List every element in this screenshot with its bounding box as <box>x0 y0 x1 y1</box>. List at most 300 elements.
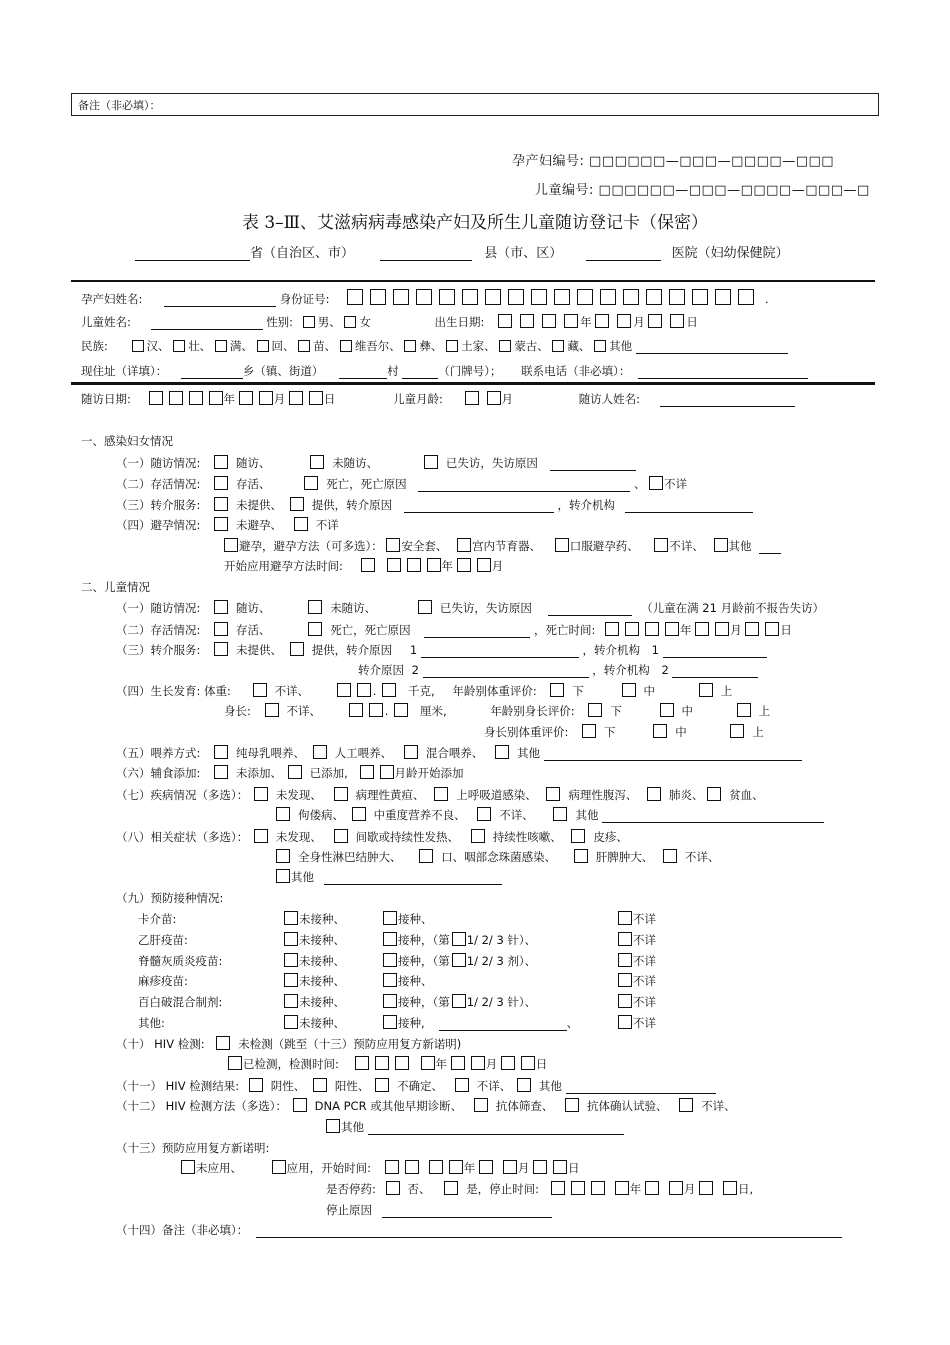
symptom-rash-checkbox[interactable] <box>571 829 585 843</box>
s1-start-month-boxes[interactable] <box>457 559 492 573</box>
visitor-field[interactable] <box>660 392 795 407</box>
id-digit-box[interactable] <box>370 289 386 305</box>
id-digit-box[interactable] <box>554 289 570 305</box>
vaccine-given-checkbox[interactable] <box>383 911 397 925</box>
id-digit-box[interactable] <box>646 289 662 305</box>
s1-start-year-boxes[interactable] <box>361 559 442 573</box>
option-label: 不详 <box>633 974 656 989</box>
s2-followup-yes-checkbox[interactable] <box>214 600 228 614</box>
vaccine-not-given-checkbox[interactable] <box>284 911 298 925</box>
option-label: 不详 <box>664 477 688 491</box>
wt-eval-mid-checkbox[interactable] <box>622 683 636 697</box>
hiv-result-unknown-checkbox[interactable] <box>455 1078 469 1092</box>
option-label: 上呼吸道感染、 <box>456 788 537 802</box>
option-label: 其他 <box>575 808 599 822</box>
page-title: 表 3–Ⅲ、艾滋病病毒感染产妇及所生儿童随访登记卡（保密） <box>241 213 709 233</box>
vaccine-unknown-checkbox[interactable] <box>618 1015 632 1029</box>
hiv-indeterminate-checkbox[interactable] <box>375 1078 389 1092</box>
s1-pill-checkbox[interactable] <box>555 538 569 552</box>
male-label: 男、 <box>317 315 341 329</box>
vaccine-name: 卡介苗: <box>138 912 177 926</box>
s2-referral-yes-checkbox[interactable] <box>290 642 304 656</box>
vaccine-given-checkbox[interactable] <box>383 973 397 987</box>
id-digit-box[interactable] <box>439 289 455 305</box>
index-label: 1 <box>409 643 418 657</box>
comp-month-boxes[interactable] <box>360 766 395 780</box>
date-unit: 年 <box>441 559 454 573</box>
sex-label: 性别: <box>266 315 294 329</box>
s1-referral-org-field[interactable] <box>625 498 753 513</box>
weight-decimal-box[interactable] <box>382 683 396 697</box>
wfh-eval-low-checkbox[interactable] <box>582 724 596 738</box>
male-checkbox[interactable] <box>303 316 315 328</box>
id-digit-box[interactable] <box>715 289 731 305</box>
hiv-positive-checkbox[interactable] <box>313 1078 327 1092</box>
birth-label: 出生日期: <box>434 315 485 329</box>
method-other-checkbox[interactable] <box>326 1119 340 1133</box>
option-label: 安全套、 <box>401 539 448 553</box>
s1-contraception-row <box>116 517 339 533</box>
s2-vaccine-title: （九）预防接种情况: <box>116 891 224 905</box>
s2-death-year-boxes[interactable] <box>605 623 680 637</box>
visit-year-boxes[interactable] <box>149 392 224 406</box>
option-label: 死亡，死亡原因 <box>326 477 407 491</box>
s2-hiv-test-label: （十） HIV 检测: <box>116 1037 205 1051</box>
s1-followup-no-checkbox[interactable] <box>310 455 324 469</box>
s1-lost-reason-field[interactable] <box>550 456 636 471</box>
s2-alive-checkbox[interactable] <box>214 622 228 636</box>
method-pcr-checkbox[interactable] <box>293 1098 307 1112</box>
option-label: 间歇或持续性发热、 <box>355 830 460 844</box>
s1-method-unknown-checkbox[interactable] <box>654 538 668 552</box>
symptom-lymph-checkbox[interactable] <box>276 849 290 863</box>
eth-option: 壮、 <box>188 339 212 353</box>
hospital-field[interactable] <box>586 246 661 261</box>
s1-followup-yes-checkbox[interactable] <box>214 455 228 469</box>
child-age-unit: 月 <box>501 392 514 406</box>
symptom-cough-checkbox[interactable] <box>471 829 485 843</box>
s2-referral-row2 <box>358 662 758 678</box>
id-digit-box[interactable] <box>508 289 524 305</box>
child-name-field[interactable] <box>151 315 263 330</box>
vaccine-unknown-checkbox[interactable] <box>618 932 632 946</box>
eval-label: 年龄别身长评价: <box>490 704 575 718</box>
village-field[interactable] <box>339 364 387 379</box>
option-label: 接种，（第 <box>398 995 450 1010</box>
hiv-test-month-boxes[interactable] <box>451 1057 486 1071</box>
wfh-eval-high-checkbox[interactable] <box>730 724 744 738</box>
hiv-result-other-checkbox[interactable] <box>517 1078 531 1092</box>
female-checkbox[interactable] <box>344 316 356 328</box>
mother-code-boxes[interactable]: □□□□□□—□□□—□□□□—□□□ <box>589 154 835 169</box>
feeding-other-checkbox[interactable] <box>495 745 509 759</box>
vaccine-not-given-checkbox[interactable] <box>284 932 298 946</box>
address-label: 现住址（详填）： <box>81 364 168 378</box>
method-confirm-checkbox[interactable] <box>565 1098 579 1112</box>
province-label: 省（自治区、市） <box>250 246 355 261</box>
disease-jaundice-checkbox[interactable] <box>334 787 348 801</box>
vaccine-given-checkbox[interactable] <box>383 1015 397 1029</box>
symptom-candida-checkbox[interactable] <box>419 849 433 863</box>
s2-symptom-row2 <box>276 849 719 865</box>
option-label: 未提供、 <box>236 498 283 512</box>
s2-feeding-label: （五）喂养方式: <box>116 746 201 760</box>
vaccine-not-given-checkbox[interactable] <box>284 973 298 987</box>
wt-eval-low-checkbox[interactable] <box>550 683 564 697</box>
s1-death-reason-field[interactable] <box>418 477 630 492</box>
smz-start-month-boxes[interactable] <box>479 1161 518 1175</box>
s2-referral-org2-field[interactable] <box>672 663 758 678</box>
vaccine-unknown-checkbox[interactable] <box>618 953 632 967</box>
s2-survival-row <box>116 622 792 638</box>
mother-name-label: 孕产妇姓名: <box>81 292 143 306</box>
wfh-eval-mid-checkbox[interactable] <box>653 724 667 738</box>
decimal-dot: . <box>372 684 377 698</box>
s2-smz-row <box>181 1160 580 1176</box>
s1-referral-reason-field[interactable] <box>404 498 554 513</box>
disease-diarrhea-checkbox[interactable] <box>546 787 560 801</box>
option-label: 口服避孕药、 <box>569 539 639 553</box>
id-digit-box[interactable] <box>623 289 639 305</box>
id-digit-box[interactable] <box>393 289 409 305</box>
visit-day-label: 日 <box>323 392 336 406</box>
method-screening-checkbox[interactable] <box>474 1098 488 1112</box>
birth-month-boxes[interactable] <box>595 315 633 329</box>
option-label: 未发现、 <box>275 830 322 844</box>
option-label: 下 <box>572 684 584 698</box>
s2-wfh-row <box>484 724 764 740</box>
dose-1-checkbox[interactable] <box>452 932 466 946</box>
disease-malnutrition-checkbox[interactable] <box>352 807 366 821</box>
option-label: 其他 <box>341 1120 364 1134</box>
option-label: 不详、 <box>476 1079 512 1093</box>
feeding-other-field[interactable] <box>544 746 802 761</box>
option-label: 存活、 <box>236 477 271 491</box>
eth-han-checkbox[interactable] <box>132 340 144 352</box>
date-unit: 月 <box>683 1182 696 1196</box>
eth-option: 彝、 <box>419 339 443 353</box>
vaccine-not-given-checkbox[interactable] <box>284 994 298 1008</box>
id-digit-box[interactable] <box>600 289 616 305</box>
child-code-label: 儿童编号: <box>535 183 594 198</box>
s1-referral-row <box>116 497 753 513</box>
hiv-result-other-field[interactable] <box>566 1079 716 1094</box>
eth-mongol-checkbox[interactable] <box>499 340 511 352</box>
vaccine-unknown-checkbox[interactable] <box>618 973 632 987</box>
disease-none-checkbox[interactable] <box>254 787 268 801</box>
child-code-boxes[interactable]: □□□□□□—□□□—□□□□—□□□—□ <box>598 183 870 198</box>
option-label: 不详 <box>633 953 656 968</box>
id-digit-box[interactable] <box>531 289 547 305</box>
eth-tujia-checkbox[interactable] <box>446 340 458 352</box>
s1-referral-yes-checkbox[interactable] <box>290 497 304 511</box>
option-label: 应用，开始时间: <box>286 1161 372 1175</box>
eth-zhuang-checkbox[interactable] <box>173 340 185 352</box>
weight-unknown-checkbox[interactable] <box>253 683 267 697</box>
s2-referral-reason1-field[interactable] <box>421 643 579 658</box>
vaccine-row <box>138 932 656 948</box>
option-label: 人工喂养、 <box>334 746 393 760</box>
s2-hiv-test-row <box>116 1036 461 1052</box>
smz-stop-reason-field[interactable] <box>382 1203 552 1218</box>
birth-year-boxes[interactable] <box>498 315 580 329</box>
eth-uyghur-checkbox[interactable] <box>340 340 352 352</box>
id-digit-box[interactable] <box>669 289 685 305</box>
vaccine-dose-text: 1/ 2/ 3 剂）、 <box>466 953 537 968</box>
option-label: 随访、 <box>236 456 271 470</box>
date-unit: 月 <box>491 559 504 573</box>
option-label: ，转介机构 <box>592 663 650 677</box>
smz-start-day-boxes[interactable] <box>533 1161 568 1175</box>
vaccine-given-checkbox[interactable] <box>383 932 397 946</box>
vaccine-unknown-checkbox[interactable] <box>618 911 632 925</box>
date-unit: 日, <box>738 1182 754 1196</box>
id-digit-box[interactable] <box>738 289 754 305</box>
date-unit: 年 <box>463 1161 476 1175</box>
birth-day-boxes[interactable] <box>648 315 686 329</box>
option-label: 抗体确认试验、 <box>587 1099 668 1113</box>
s1-contraception-yes-checkbox[interactable] <box>224 538 238 552</box>
phone-label: 联系电话（非必填）： <box>521 364 631 378</box>
smz-stop-year-boxes[interactable] <box>551 1182 630 1196</box>
s1-contraception-start-row <box>224 558 503 574</box>
note-text: （儿童在满 21 月龄前不报告失访） <box>641 601 825 615</box>
vaccine-not-given-checkbox[interactable] <box>284 953 298 967</box>
vaccine-other-field[interactable] <box>439 1016 567 1031</box>
eth-miao-checkbox[interactable] <box>298 340 310 352</box>
s1-survival-row <box>116 476 687 492</box>
disease-pneumonia-checkbox[interactable] <box>647 787 661 801</box>
option-label: 转介原因 <box>358 663 404 677</box>
s1-dead-checkbox[interactable] <box>304 476 318 490</box>
remark-label: （十四）备注（非必填）： <box>116 1223 249 1237</box>
hiv-test-year-boxes[interactable] <box>355 1057 436 1071</box>
option-label: 未提供、 <box>236 643 283 657</box>
feeding-mixed-checkbox[interactable] <box>404 745 418 759</box>
option-label: 未应用、 <box>196 1161 242 1175</box>
wt-eval-high-checkbox[interactable] <box>699 683 713 697</box>
s2-referral-no-checkbox[interactable] <box>214 642 228 656</box>
disease-unknown-checkbox[interactable] <box>477 807 491 821</box>
ht-eval-low-checkbox[interactable] <box>588 703 602 717</box>
visit-row <box>81 391 795 407</box>
s2-lost-reason-field[interactable] <box>548 601 632 616</box>
child-name-label: 儿童姓名: <box>81 315 131 329</box>
option-label: 上 <box>720 684 733 698</box>
village-label: 村 <box>387 364 399 378</box>
option-label: 不详 <box>633 1016 656 1030</box>
eth-option: 蒙古、 <box>514 339 549 353</box>
s2-referral-label: （三）转介服务: <box>116 643 201 657</box>
eth-tibetan-checkbox[interactable] <box>552 340 564 352</box>
option-label: ，转介机构 <box>557 498 615 512</box>
section2-title: 二、儿童情况 <box>81 580 150 594</box>
disease-rickets-checkbox[interactable] <box>276 807 290 821</box>
eth-option: 藏、 <box>567 339 591 353</box>
s2-weight-row <box>116 683 732 699</box>
vaccine-not-given-checkbox[interactable] <box>284 1015 298 1029</box>
eth-other-field[interactable] <box>636 339 788 354</box>
smz-stop-month-boxes[interactable] <box>645 1182 684 1196</box>
ht-eval-mid-checkbox[interactable] <box>660 703 674 717</box>
option-label: 已失访，失访原因 <box>439 601 532 615</box>
option-label: 提供，转介原因 <box>311 643 393 657</box>
visit-month-boxes[interactable] <box>239 392 274 406</box>
birth-month-label: 月 <box>633 315 645 329</box>
vaccine-row <box>138 911 656 927</box>
dose-1-checkbox[interactable] <box>452 953 466 967</box>
eth-man-checkbox[interactable] <box>215 340 227 352</box>
eth-option: 苗、 <box>313 339 337 353</box>
top-note-box[interactable] <box>71 93 879 116</box>
province-field[interactable] <box>135 246 250 261</box>
hiv-negative-checkbox[interactable] <box>249 1078 263 1092</box>
hiv-not-tested-checkbox[interactable] <box>216 1036 230 1050</box>
option-label: 未接种、 <box>299 1016 345 1030</box>
town-field[interactable] <box>181 364 243 379</box>
option-label: 未添加、 <box>236 766 283 780</box>
symptom-hepatosplenomegaly-checkbox[interactable] <box>574 849 588 863</box>
vaccine-given-checkbox[interactable] <box>383 994 397 1008</box>
smz-start-year-boxes[interactable] <box>385 1161 464 1175</box>
eth-other-checkbox[interactable] <box>594 340 606 352</box>
option-label: ，死亡时间: <box>534 623 596 637</box>
disease-anemia-checkbox[interactable] <box>707 787 721 801</box>
option-label: 未随访、 <box>330 601 377 615</box>
id-digit-box[interactable] <box>692 289 708 305</box>
s1-contraception-unknown-checkbox[interactable] <box>294 517 308 531</box>
eth-option: 维吾尔、 <box>354 339 401 353</box>
option-label: 抗体筛查、 <box>495 1099 554 1113</box>
option-label: 未接种、 <box>299 932 345 947</box>
option-label: 病理性腹泻、 <box>568 788 638 802</box>
s2-followup-no-checkbox[interactable] <box>308 600 322 614</box>
method-unknown-checkbox[interactable] <box>679 1098 693 1112</box>
s1-iud-checkbox[interactable] <box>457 538 471 552</box>
child-name-row <box>81 314 698 330</box>
height-label: 身长: <box>224 704 251 718</box>
eth-option: 满、 <box>229 339 253 353</box>
id-digit-box[interactable] <box>462 289 478 305</box>
comp-added-checkbox[interactable] <box>288 765 302 779</box>
hiv-tested-checkbox[interactable] <box>228 1056 242 1070</box>
height-decimal-box[interactable] <box>394 703 408 717</box>
smz-stop-yes-checkbox[interactable] <box>444 1181 458 1195</box>
id-card-boxes[interactable] <box>347 292 761 306</box>
height-unknown-checkbox[interactable] <box>265 703 279 717</box>
disease-uri-checkbox[interactable] <box>434 787 448 801</box>
s2-complementary-label: （六）辅食添加: <box>116 766 201 780</box>
option-label: 未接种、 <box>299 953 345 968</box>
s1-referral-label: （三）转介服务: <box>116 498 201 512</box>
eth-hui-checkbox[interactable] <box>257 340 269 352</box>
s2-referral-reason2-field[interactable] <box>423 663 589 678</box>
s2-dead-checkbox[interactable] <box>308 622 322 636</box>
vaccine-unknown-checkbox[interactable] <box>618 994 632 1008</box>
vaccine-name: 乙肝疫苗: <box>138 932 188 947</box>
id-digit-box[interactable] <box>416 289 432 305</box>
vaccine-sep: 、 <box>566 1016 579 1030</box>
s2-death-day-boxes[interactable] <box>745 623 780 637</box>
eth-yi-checkbox[interactable] <box>404 340 416 352</box>
region-line <box>135 242 789 261</box>
id-digit-box[interactable] <box>347 289 363 305</box>
id-digit-box[interactable] <box>577 289 593 305</box>
smz-stop-day-boxes[interactable] <box>699 1182 738 1196</box>
s1-method-other-checkbox[interactable] <box>714 538 728 552</box>
s1-condom-checkbox[interactable] <box>386 538 400 552</box>
visit-day-boxes[interactable] <box>289 392 324 406</box>
phone-field[interactable] <box>638 364 808 379</box>
s1-alive-checkbox[interactable] <box>214 476 228 490</box>
dose-1-checkbox[interactable] <box>452 994 466 1008</box>
option-label: 上 <box>758 704 771 718</box>
hiv-test-day-boxes[interactable] <box>501 1057 536 1071</box>
option-label: 不详 <box>633 932 656 947</box>
s1-referral-no-checkbox[interactable] <box>214 497 228 511</box>
symptom-other-checkbox[interactable] <box>276 869 290 883</box>
county-field[interactable] <box>380 246 472 261</box>
option-label: 中 <box>681 704 693 718</box>
mother-name-row <box>81 289 769 307</box>
comp-none-checkbox[interactable] <box>214 765 228 779</box>
remark-field[interactable] <box>256 1223 842 1238</box>
method-other-field[interactable] <box>368 1120 624 1135</box>
height-boxes[interactable] <box>349 704 385 718</box>
eth-option: 汉、 <box>146 339 170 353</box>
option-label: 不详 <box>633 995 656 1010</box>
ht-eval-high-checkbox[interactable] <box>737 703 751 717</box>
disease-other-field[interactable] <box>602 808 824 823</box>
s1-lost-checkbox[interactable] <box>424 455 438 469</box>
weight-boxes[interactable] <box>337 684 373 698</box>
s2-death-reason-field[interactable] <box>424 623 530 638</box>
date-unit: 年 <box>629 1182 642 1196</box>
s1-method-other-field[interactable] <box>759 539 781 554</box>
smz-stop-no-checkbox[interactable] <box>386 1181 400 1195</box>
symptom-unknown-checkbox[interactable] <box>663 849 677 863</box>
s1-no-contraception-checkbox[interactable] <box>214 517 228 531</box>
smz-not-used-checkbox[interactable] <box>181 1160 195 1174</box>
s1-survival-unknown-checkbox[interactable] <box>649 476 663 490</box>
option-label: 不详、 <box>684 850 720 864</box>
unit-label: 厘米, <box>420 704 447 718</box>
s2-lost-checkbox[interactable] <box>418 600 432 614</box>
id-digit-box[interactable] <box>485 289 501 305</box>
symptom-none-checkbox[interactable] <box>254 829 268 843</box>
feeding-formula-checkbox[interactable] <box>313 745 327 759</box>
door-field[interactable] <box>402 364 438 379</box>
option-label: 宫内节育器、 <box>472 539 542 553</box>
ethnicity-row <box>81 338 788 354</box>
s2-death-month-boxes[interactable] <box>695 623 730 637</box>
child-age-boxes[interactable] <box>465 392 502 406</box>
s2-survival-label: （二）存活情况: <box>116 623 201 637</box>
disease-other-checkbox[interactable] <box>553 807 567 821</box>
symptom-fever-checkbox[interactable] <box>334 829 348 843</box>
s2-disease-row2 <box>276 807 824 823</box>
mother-name-field[interactable] <box>164 292 276 307</box>
date-unit: 月 <box>485 1057 498 1071</box>
feeding-breast-checkbox[interactable] <box>214 745 228 759</box>
option-label: 未检测（跳至（十三）预防应用复方新诺明) <box>238 1037 462 1051</box>
vaccine-given-checkbox[interactable] <box>383 953 397 967</box>
symptom-other-field[interactable] <box>324 870 502 885</box>
smz-used-checkbox[interactable] <box>272 1160 286 1174</box>
option-label: 下 <box>604 725 616 739</box>
option-label: 不详 <box>315 518 339 532</box>
s2-referral-org1-field[interactable] <box>663 643 767 658</box>
